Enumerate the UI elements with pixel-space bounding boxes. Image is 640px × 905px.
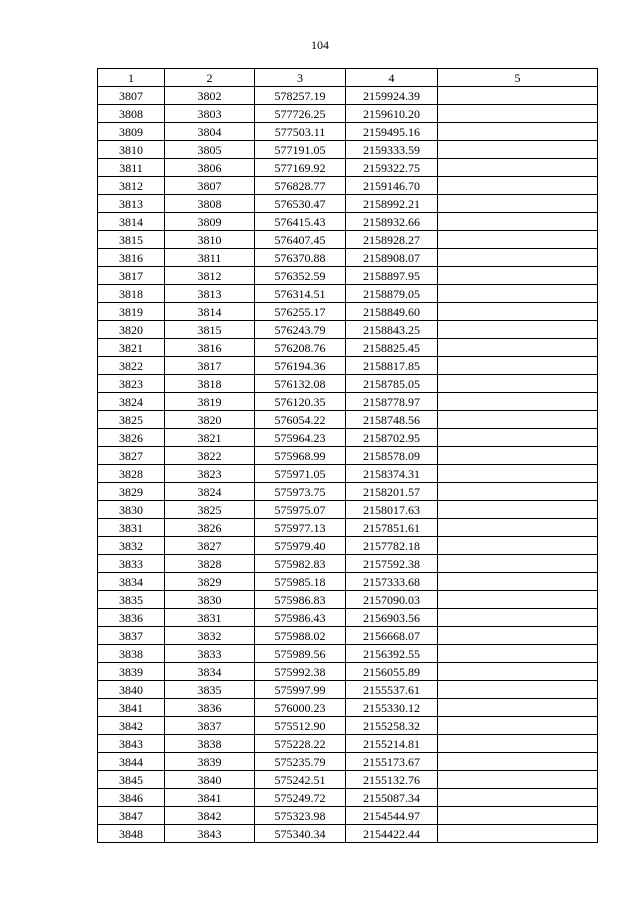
cell-point-number: 3814 xyxy=(98,213,165,231)
cell-x-coordinate: 576314.51 xyxy=(255,285,346,303)
table-row xyxy=(98,807,598,825)
cell-x-coordinate: 576194.36 xyxy=(255,357,346,375)
cell-x-coordinate: 576243.79 xyxy=(255,321,346,339)
cell-y-coordinate: 2158897.95 xyxy=(346,267,438,285)
cell-note xyxy=(438,663,598,681)
table-row xyxy=(98,123,598,141)
header-cell-5: 5 xyxy=(438,69,598,87)
cell-point-number: 3832 xyxy=(98,537,165,555)
cell-point-number: 3818 xyxy=(98,285,165,303)
cell-x-coordinate: 578257.19 xyxy=(255,87,346,105)
cell-note xyxy=(438,141,598,159)
cell-x-coordinate: 575986.83 xyxy=(255,591,346,609)
cell-point-number: 3811 xyxy=(98,159,165,177)
cell-prev-number: 3826 xyxy=(165,519,255,537)
cell-note xyxy=(438,645,598,663)
table-row xyxy=(98,627,598,645)
cell-y-coordinate: 2159924.39 xyxy=(346,87,438,105)
cell-prev-number: 3803 xyxy=(165,105,255,123)
table-row xyxy=(98,645,598,663)
cell-note xyxy=(438,231,598,249)
cell-x-coordinate: 575235.79 xyxy=(255,753,346,771)
table-row xyxy=(98,141,598,159)
cell-point-number: 3822 xyxy=(98,357,165,375)
cell-prev-number: 3825 xyxy=(165,501,255,519)
cell-y-coordinate: 2159495.16 xyxy=(346,123,438,141)
cell-x-coordinate: 575988.02 xyxy=(255,627,346,645)
cell-note xyxy=(438,717,598,735)
cell-prev-number: 3834 xyxy=(165,663,255,681)
cell-y-coordinate: 2159322.75 xyxy=(346,159,438,177)
cell-point-number: 3809 xyxy=(98,123,165,141)
cell-y-coordinate: 2158785.05 xyxy=(346,375,438,393)
cell-x-coordinate: 577503.11 xyxy=(255,123,346,141)
table-row xyxy=(98,825,598,843)
cell-x-coordinate: 576120.35 xyxy=(255,393,346,411)
cell-x-coordinate: 575975.07 xyxy=(255,501,346,519)
cell-x-coordinate: 575986.43 xyxy=(255,609,346,627)
cell-note xyxy=(438,339,598,357)
cell-x-coordinate: 575997.99 xyxy=(255,681,346,699)
cell-point-number: 3819 xyxy=(98,303,165,321)
cell-prev-number: 3829 xyxy=(165,573,255,591)
table-row xyxy=(98,375,598,393)
cell-point-number: 3833 xyxy=(98,555,165,573)
cell-x-coordinate: 575512.90 xyxy=(255,717,346,735)
cell-x-coordinate: 575971.05 xyxy=(255,465,346,483)
cell-point-number: 3844 xyxy=(98,753,165,771)
table-row xyxy=(98,501,598,519)
cell-point-number: 3834 xyxy=(98,573,165,591)
cell-x-coordinate: 576208.76 xyxy=(255,339,346,357)
cell-point-number: 3825 xyxy=(98,411,165,429)
cell-x-coordinate: 577726.25 xyxy=(255,105,346,123)
cell-x-coordinate: 576530.47 xyxy=(255,195,346,213)
cell-prev-number: 3830 xyxy=(165,591,255,609)
cell-prev-number: 3812 xyxy=(165,267,255,285)
cell-prev-number: 3836 xyxy=(165,699,255,717)
cell-point-number: 3838 xyxy=(98,645,165,663)
cell-note xyxy=(438,177,598,195)
cell-y-coordinate: 2158702.95 xyxy=(346,429,438,447)
cell-x-coordinate: 575985.18 xyxy=(255,573,346,591)
cell-prev-number: 3809 xyxy=(165,213,255,231)
table-row xyxy=(98,177,598,195)
cell-y-coordinate: 2158932.66 xyxy=(346,213,438,231)
cell-prev-number: 3817 xyxy=(165,357,255,375)
cell-prev-number: 3813 xyxy=(165,285,255,303)
cell-y-coordinate: 2155173.67 xyxy=(346,753,438,771)
cell-note xyxy=(438,321,598,339)
cell-y-coordinate: 2158201.57 xyxy=(346,483,438,501)
cell-prev-number: 3821 xyxy=(165,429,255,447)
cell-point-number: 3820 xyxy=(98,321,165,339)
cell-prev-number: 3816 xyxy=(165,339,255,357)
coordinates-table xyxy=(97,68,598,843)
cell-y-coordinate: 2155330.12 xyxy=(346,699,438,717)
cell-point-number: 3830 xyxy=(98,501,165,519)
cell-prev-number: 3811 xyxy=(165,249,255,267)
cell-y-coordinate: 2158908.07 xyxy=(346,249,438,267)
cell-x-coordinate: 575968.99 xyxy=(255,447,346,465)
cell-point-number: 3848 xyxy=(98,825,165,843)
cell-note xyxy=(438,825,598,843)
cell-prev-number: 3827 xyxy=(165,537,255,555)
cell-y-coordinate: 2155214.81 xyxy=(346,735,438,753)
cell-prev-number: 3807 xyxy=(165,177,255,195)
cell-prev-number: 3832 xyxy=(165,627,255,645)
cell-prev-number: 3837 xyxy=(165,717,255,735)
table-row xyxy=(98,303,598,321)
cell-x-coordinate: 575977.13 xyxy=(255,519,346,537)
cell-x-coordinate: 575979.40 xyxy=(255,537,346,555)
cell-y-coordinate: 2156903.56 xyxy=(346,609,438,627)
cell-point-number: 3831 xyxy=(98,519,165,537)
cell-note xyxy=(438,699,598,717)
table-row xyxy=(98,555,598,573)
cell-y-coordinate: 2158017.63 xyxy=(346,501,438,519)
cell-note xyxy=(438,501,598,519)
cell-note xyxy=(438,447,598,465)
cell-note xyxy=(438,429,598,447)
cell-note xyxy=(438,519,598,537)
cell-y-coordinate: 2159146.70 xyxy=(346,177,438,195)
cell-note xyxy=(438,249,598,267)
cell-prev-number: 3815 xyxy=(165,321,255,339)
table-row xyxy=(98,447,598,465)
cell-y-coordinate: 2155537.61 xyxy=(346,681,438,699)
cell-y-coordinate: 2158849.60 xyxy=(346,303,438,321)
cell-x-coordinate: 576828.77 xyxy=(255,177,346,195)
cell-point-number: 3815 xyxy=(98,231,165,249)
cell-point-number: 3807 xyxy=(98,87,165,105)
table-row xyxy=(98,195,598,213)
cell-note xyxy=(438,573,598,591)
cell-note xyxy=(438,627,598,645)
cell-point-number: 3840 xyxy=(98,681,165,699)
cell-point-number: 3846 xyxy=(98,789,165,807)
table-row xyxy=(98,339,598,357)
cell-x-coordinate: 575323.98 xyxy=(255,807,346,825)
cell-prev-number: 3824 xyxy=(165,483,255,501)
cell-note xyxy=(438,213,598,231)
cell-point-number: 3810 xyxy=(98,141,165,159)
cell-y-coordinate: 2156392.55 xyxy=(346,645,438,663)
table-row xyxy=(98,429,598,447)
cell-note xyxy=(438,159,598,177)
table-row xyxy=(98,249,598,267)
cell-y-coordinate: 2156055.89 xyxy=(346,663,438,681)
table-row xyxy=(98,285,598,303)
cell-point-number: 3808 xyxy=(98,105,165,123)
cell-prev-number: 3804 xyxy=(165,123,255,141)
cell-x-coordinate: 576407.45 xyxy=(255,231,346,249)
cell-x-coordinate: 575982.83 xyxy=(255,555,346,573)
cell-y-coordinate: 2156668.07 xyxy=(346,627,438,645)
cell-note xyxy=(438,537,598,555)
cell-point-number: 3835 xyxy=(98,591,165,609)
cell-prev-number: 3835 xyxy=(165,681,255,699)
cell-y-coordinate: 2158748.56 xyxy=(346,411,438,429)
table-row xyxy=(98,159,598,177)
page-number: 104 xyxy=(311,38,329,52)
cell-note xyxy=(438,753,598,771)
cell-note xyxy=(438,789,598,807)
cell-note xyxy=(438,483,598,501)
cell-x-coordinate: 576370.88 xyxy=(255,249,346,267)
table-row xyxy=(98,483,598,501)
table-header xyxy=(98,69,598,87)
cell-prev-number: 3833 xyxy=(165,645,255,663)
cell-prev-number: 3806 xyxy=(165,159,255,177)
cell-prev-number: 3814 xyxy=(165,303,255,321)
cell-point-number: 3836 xyxy=(98,609,165,627)
cell-note xyxy=(438,555,598,573)
table-body xyxy=(98,87,598,843)
cell-y-coordinate: 2158374.31 xyxy=(346,465,438,483)
cell-y-coordinate: 2157851.61 xyxy=(346,519,438,537)
header-cell-2: 2 xyxy=(165,69,255,87)
cell-y-coordinate: 2157592.38 xyxy=(346,555,438,573)
cell-prev-number: 3805 xyxy=(165,141,255,159)
cell-x-coordinate: 576255.17 xyxy=(255,303,346,321)
cell-prev-number: 3823 xyxy=(165,465,255,483)
cell-x-coordinate: 575964.23 xyxy=(255,429,346,447)
cell-y-coordinate: 2157090.03 xyxy=(346,591,438,609)
cell-x-coordinate: 575992.38 xyxy=(255,663,346,681)
cell-x-coordinate: 577169.92 xyxy=(255,159,346,177)
cell-point-number: 3823 xyxy=(98,375,165,393)
cell-y-coordinate: 2155132.76 xyxy=(346,771,438,789)
cell-note xyxy=(438,123,598,141)
cell-point-number: 3827 xyxy=(98,447,165,465)
cell-point-number: 3828 xyxy=(98,465,165,483)
cell-note xyxy=(438,105,598,123)
cell-prev-number: 3840 xyxy=(165,771,255,789)
cell-prev-number: 3819 xyxy=(165,393,255,411)
cell-x-coordinate: 575249.72 xyxy=(255,789,346,807)
table-row xyxy=(98,87,598,105)
cell-x-coordinate: 576415.43 xyxy=(255,213,346,231)
cell-prev-number: 3810 xyxy=(165,231,255,249)
cell-prev-number: 3843 xyxy=(165,825,255,843)
cell-y-coordinate: 2159610.20 xyxy=(346,105,438,123)
cell-point-number: 3829 xyxy=(98,483,165,501)
cell-point-number: 3812 xyxy=(98,177,165,195)
cell-y-coordinate: 2157782.18 xyxy=(346,537,438,555)
table-row xyxy=(98,591,598,609)
cell-note xyxy=(438,735,598,753)
cell-note xyxy=(438,681,598,699)
cell-prev-number: 3838 xyxy=(165,735,255,753)
table-row xyxy=(98,681,598,699)
table-row xyxy=(98,357,598,375)
cell-prev-number: 3828 xyxy=(165,555,255,573)
cell-y-coordinate: 2158928.27 xyxy=(346,231,438,249)
cell-y-coordinate: 2158817.85 xyxy=(346,357,438,375)
table-row xyxy=(98,771,598,789)
cell-y-coordinate: 2158778.97 xyxy=(346,393,438,411)
table-row xyxy=(98,699,598,717)
cell-x-coordinate: 575340.34 xyxy=(255,825,346,843)
header-row xyxy=(98,69,598,87)
cell-y-coordinate: 2154544.97 xyxy=(346,807,438,825)
cell-x-coordinate: 577191.05 xyxy=(255,141,346,159)
table-row xyxy=(98,735,598,753)
cell-x-coordinate: 575989.56 xyxy=(255,645,346,663)
cell-prev-number: 3808 xyxy=(165,195,255,213)
table-row xyxy=(98,321,598,339)
cell-prev-number: 3831 xyxy=(165,609,255,627)
cell-prev-number: 3818 xyxy=(165,375,255,393)
header-cell-4: 4 xyxy=(346,69,438,87)
cell-note xyxy=(438,267,598,285)
table-row xyxy=(98,537,598,555)
cell-point-number: 3816 xyxy=(98,249,165,267)
cell-point-number: 3847 xyxy=(98,807,165,825)
cell-point-number: 3837 xyxy=(98,627,165,645)
cell-point-number: 3824 xyxy=(98,393,165,411)
table-row xyxy=(98,789,598,807)
table-row xyxy=(98,519,598,537)
cell-y-coordinate: 2158578.09 xyxy=(346,447,438,465)
cell-prev-number: 3841 xyxy=(165,789,255,807)
cell-note xyxy=(438,303,598,321)
cell-x-coordinate: 576054.22 xyxy=(255,411,346,429)
cell-point-number: 3842 xyxy=(98,717,165,735)
cell-x-coordinate: 576132.08 xyxy=(255,375,346,393)
table-row xyxy=(98,231,598,249)
header-cell-3: 3 xyxy=(255,69,346,87)
cell-note xyxy=(438,771,598,789)
table-row xyxy=(98,105,598,123)
cell-point-number: 3843 xyxy=(98,735,165,753)
table-row xyxy=(98,717,598,735)
cell-note xyxy=(438,375,598,393)
header-cell-1: 1 xyxy=(98,69,165,87)
cell-y-coordinate: 2157333.68 xyxy=(346,573,438,591)
cell-note xyxy=(438,393,598,411)
table-row xyxy=(98,753,598,771)
cell-point-number: 3826 xyxy=(98,429,165,447)
cell-y-coordinate: 2154422.44 xyxy=(346,825,438,843)
cell-note xyxy=(438,195,598,213)
cell-note xyxy=(438,591,598,609)
cell-y-coordinate: 2158879.05 xyxy=(346,285,438,303)
table-row xyxy=(98,213,598,231)
table-row xyxy=(98,573,598,591)
table-row xyxy=(98,411,598,429)
cell-point-number: 3821 xyxy=(98,339,165,357)
table-row xyxy=(98,465,598,483)
cell-prev-number: 3842 xyxy=(165,807,255,825)
cell-y-coordinate: 2159333.59 xyxy=(346,141,438,159)
cell-x-coordinate: 576352.59 xyxy=(255,267,346,285)
cell-point-number: 3813 xyxy=(98,195,165,213)
cell-prev-number: 3822 xyxy=(165,447,255,465)
cell-point-number: 3845 xyxy=(98,771,165,789)
cell-x-coordinate: 576000.23 xyxy=(255,699,346,717)
cell-prev-number: 3839 xyxy=(165,753,255,771)
cell-note xyxy=(438,357,598,375)
cell-y-coordinate: 2155087.34 xyxy=(346,789,438,807)
cell-x-coordinate: 575242.51 xyxy=(255,771,346,789)
cell-prev-number: 3820 xyxy=(165,411,255,429)
cell-y-coordinate: 2158843.25 xyxy=(346,321,438,339)
cell-note xyxy=(438,807,598,825)
table-row xyxy=(98,663,598,681)
cell-y-coordinate: 2155258.32 xyxy=(346,717,438,735)
cell-point-number: 3817 xyxy=(98,267,165,285)
table-row xyxy=(98,609,598,627)
cell-note xyxy=(438,609,598,627)
cell-x-coordinate: 575973.75 xyxy=(255,483,346,501)
cell-prev-number: 3802 xyxy=(165,87,255,105)
cell-y-coordinate: 2158825.45 xyxy=(346,339,438,357)
cell-note xyxy=(438,285,598,303)
cell-x-coordinate: 575228.22 xyxy=(255,735,346,753)
cell-point-number: 3839 xyxy=(98,663,165,681)
cell-note xyxy=(438,411,598,429)
table-row xyxy=(98,393,598,411)
cell-y-coordinate: 2158992.21 xyxy=(346,195,438,213)
cell-note xyxy=(438,87,598,105)
table-row xyxy=(98,267,598,285)
cell-note xyxy=(438,465,598,483)
cell-point-number: 3841 xyxy=(98,699,165,717)
